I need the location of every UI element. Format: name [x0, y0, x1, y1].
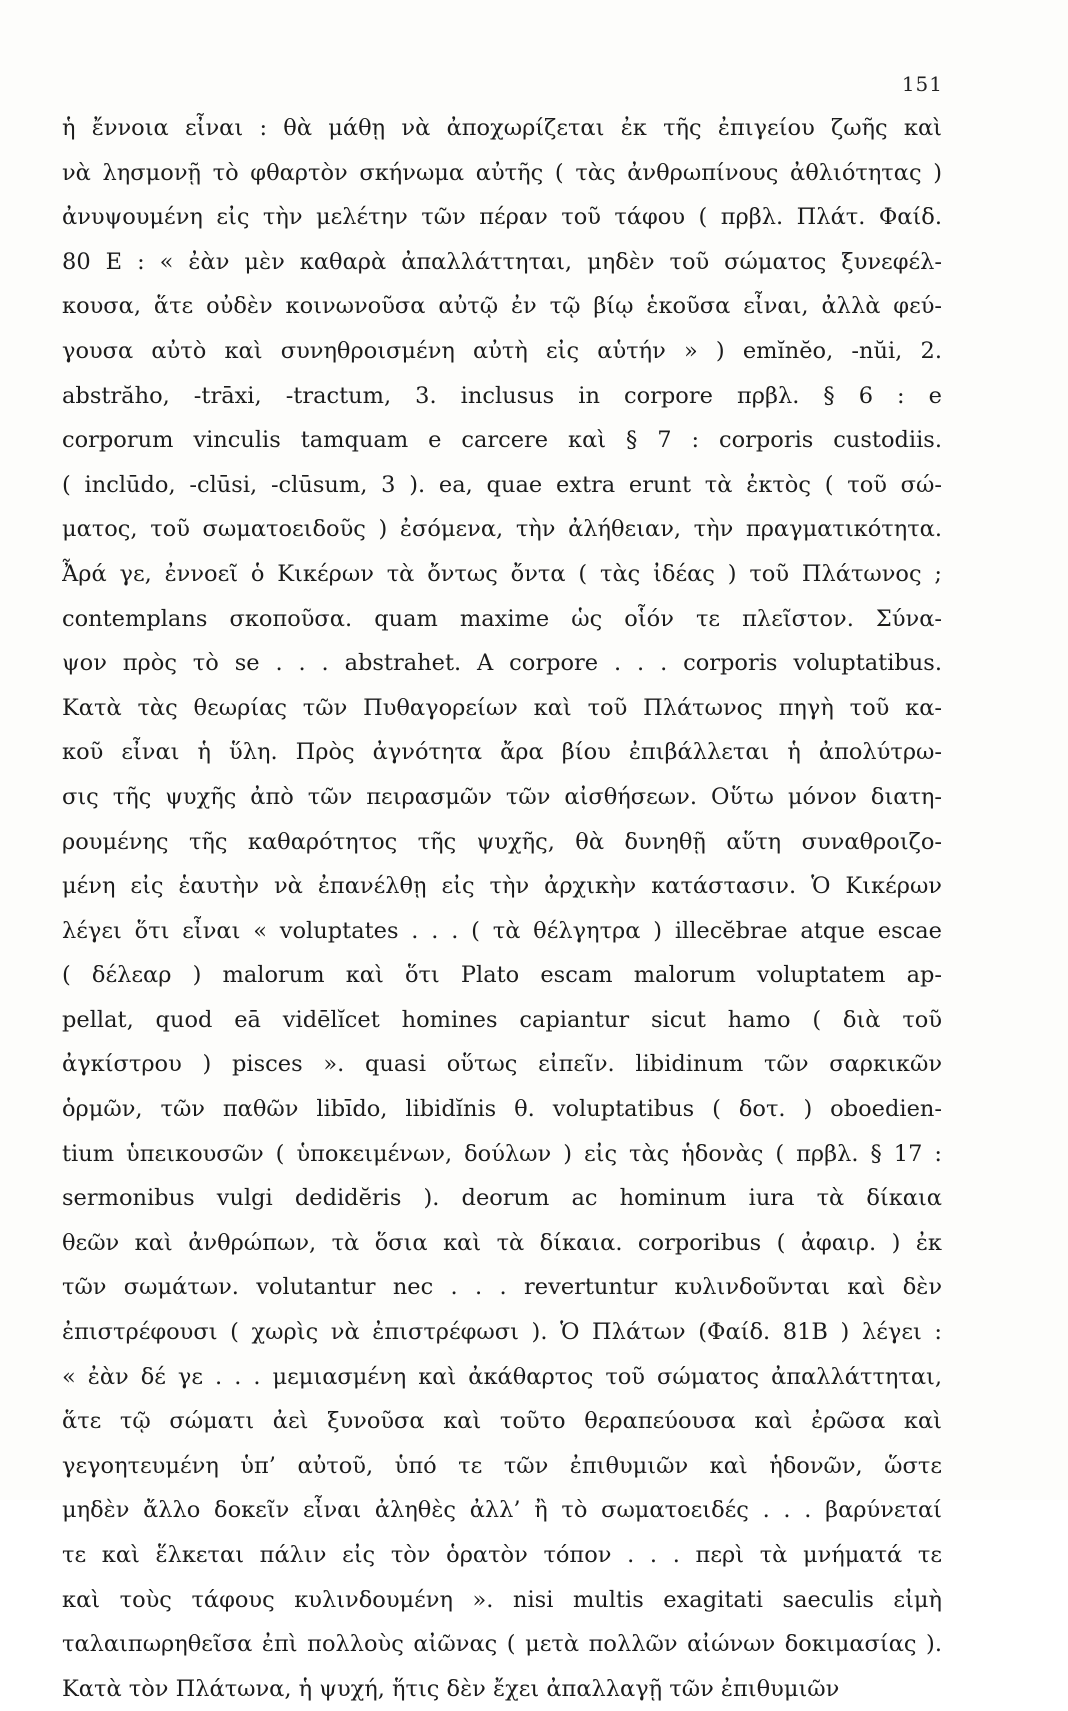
text-line: « ἐὰν δέ γε . . . μεμιασμένη καὶ ἀκάθαρτος τοῦ σώματος ἀπαλλάττηται,: [62, 1363, 942, 1390]
text-line: ἡ ἔννοια εἶναι : θὰ μάθῃ νὰ ἀποχωρίζεται ἐκ τῆς ἐπιγείου ζωῆς καὶ: [62, 115, 942, 141]
text-line: καὶ τοὺς τάφους κυλινδουμένη ». nisi multis exagitati saeculis εἰμὴ: [62, 1586, 942, 1613]
text-line: tium ὑπεικουσῶν ( ὑποκειμένων, δούλων ) εἰς τὰς ἡδονὰς ( πρβλ. § 17 :: [62, 1140, 942, 1167]
commentary-text: [62, 106, 942, 1711]
text-line: κοῦ εἶναι ἡ ὕλη. Πρὸς ἀγνότητα ἄρα βίου ἐπιβάλλεται ἡ ἀπολύτρω-: [62, 739, 942, 766]
text-line: abstrăho, -trāxi, -tractum, 3. inclusus in corpore πρβλ. § 6 : e: [62, 382, 942, 409]
text-line: τε καὶ ἕλκεται πάλιν εἰς τὸν ὁρατὸν τόπον . . . περὶ τὰ μνήματά τε: [62, 1542, 942, 1568]
text-line: γουσα αὐτὸ καὶ συνηθροισμένη αὐτὴ εἰς αὑτήν » ) emĭnĕo, -nŭi, 2.: [62, 337, 942, 364]
text-line: ἀνυψουμένη εἰς τὴν μελέτην τῶν πέραν τοῦ τάφου ( πρβλ. Πλάτ. Φαίδ.: [62, 204, 942, 231]
text-line: contemplans σκοποῦσα. quam maxime ὡς οἷόν τε πλεῖστον. Σύνα-: [62, 605, 942, 632]
text-line: ( inclūdo, -clūsi, -clūsum, 3 ). ea, quae extra erunt τὰ ἐκτὸς ( τοῦ σώ-: [62, 471, 942, 498]
text-line: νὰ λησμονῇ τὸ φθαρτὸν σκήνωμα αὐτῆς ( τὰς ἀνθρωπίνους ἀθλιότητας ): [62, 159, 942, 186]
text-line: τῶν σωμάτων. volutantur nec . . . revertuntur κυλινδοῦνται καὶ δὲν: [62, 1274, 942, 1301]
text-line: ἐπιστρέφουσι ( χωρὶς νὰ ἐπιστρέφωσι ). Ὁ Πλάτων (Φαίδ. 81B ) λέγει :: [62, 1319, 942, 1346]
text-line: λέγει ὅτι εἶναι « voluptates . . . ( τὰ θέλγητρα ) illecĕbrae atque escae: [62, 917, 942, 944]
text-line: κουσα, ἅτε οὐδὲν κοινωνοῦσα αὐτῷ ἐν τῷ βίῳ ἑκοῦσα εἶναι, ἀλλὰ φεύ-: [62, 293, 942, 320]
text-line: ἀγκίστρου ) pisces ». quasi οὕτως εἰπεῖν. libidinum τῶν σαρκικῶν: [62, 1051, 942, 1078]
text-line: σις τῆς ψυχῆς ἀπὸ τῶν πειρασμῶν τῶν αἰσθήσεων. Οὕτω μόνον διατη-: [62, 783, 942, 810]
text-line: ὁρμῶν, τῶν παθῶν libīdo, libidĭnis θ. voluptatibus ( δοτ. ) oboedien-: [62, 1096, 942, 1123]
text-line: μένη εἰς ἑαυτὴν νὰ ἐπανέλθῃ εἰς τὴν ἀρχικὴν κατάστασιν. Ὁ Κικέρων: [62, 873, 942, 900]
page-number: 151: [901, 72, 943, 96]
text-line: ψον πρὸς τὸ se . . . abstrahet. A corpore . . . corporis voluptatibus.: [62, 650, 942, 677]
text-line: Κατὰ τὰς θεωρίας τῶν Πυθαγορείων καὶ τοῦ Πλάτωνος πηγὴ τοῦ κα-: [62, 694, 942, 721]
text-line: ματος, τοῦ σωματοειδοῦς ) ἐσόμενα, τὴν ἀλήθειαν, τὴν πραγματικότητα.: [62, 516, 942, 543]
text-line: Ἆρά γε, ἐννοεῖ ὁ Κικέρων τὰ ὄντως ὄντα ( τὰς ἰδέας ) τοῦ Πλάτωνος ;: [62, 560, 942, 587]
text-line: μηδὲν ἄλλο δοκεῖν εἶναι ἀληθὲς ἀλλ’ ἢ τὸ σωματοειδές . . . βαρύνεταί: [62, 1497, 942, 1524]
text-line: pellat, quod eā vidēlĭcet homines capiantur sicut hamo ( διὰ τοῦ: [62, 1006, 942, 1033]
text-line: corporum vinculis tamquam e carcere καὶ § 7 : corporis custodiis.: [62, 427, 942, 454]
text-line: ἅτε τῷ σώματι ἀεὶ ξυνοῦσα καὶ τοῦτο θεραπεύουσα καὶ ἐρῶσα καὶ: [62, 1408, 942, 1435]
text-line: ( δέλεαρ ) malorum καὶ ὅτι Plato escam malorum voluptatem ap-: [62, 962, 942, 989]
text-line: ταλαιπωρηθεῖσα ἐπὶ πολλοὺς αἰῶνας ( μετὰ πολλῶν αἰώνων δοκιμασίας ).: [62, 1631, 942, 1658]
text-line: 80 E : « ἐὰν μὲν καθαρὰ ἀπαλλάττηται, μηδὲν τοῦ σώματος ξυνεφέλ-: [62, 248, 942, 275]
text-line: Κατὰ τὸν Πλάτωνα, ἡ ψυχή, ἥτις δὲν ἔχει ἀπαλλαγῇ τῶν ἐπιθυμιῶν: [62, 1675, 840, 1702]
text-line: θεῶν καὶ ἀνθρώπων, τὰ ὅσια καὶ τὰ δίκαια. corporibus ( ἀφαιρ. ) ἐκ: [62, 1229, 942, 1256]
text-line: ρουμένης τῆς καθαρότητος τῆς ψυχῆς, θὰ δυνηθῇ αὕτη συναθροιζο-: [62, 828, 942, 855]
text-line: γεγοητευμένη ὑπ’ αὐτοῦ, ὑπό τε τῶν ἐπιθυμιῶν καὶ ἡδονῶν, ὥστε: [62, 1452, 942, 1479]
text-line: sermonibus vulgi dedidĕris ). deorum ac hominum iura τὰ δίκαια: [62, 1185, 942, 1212]
